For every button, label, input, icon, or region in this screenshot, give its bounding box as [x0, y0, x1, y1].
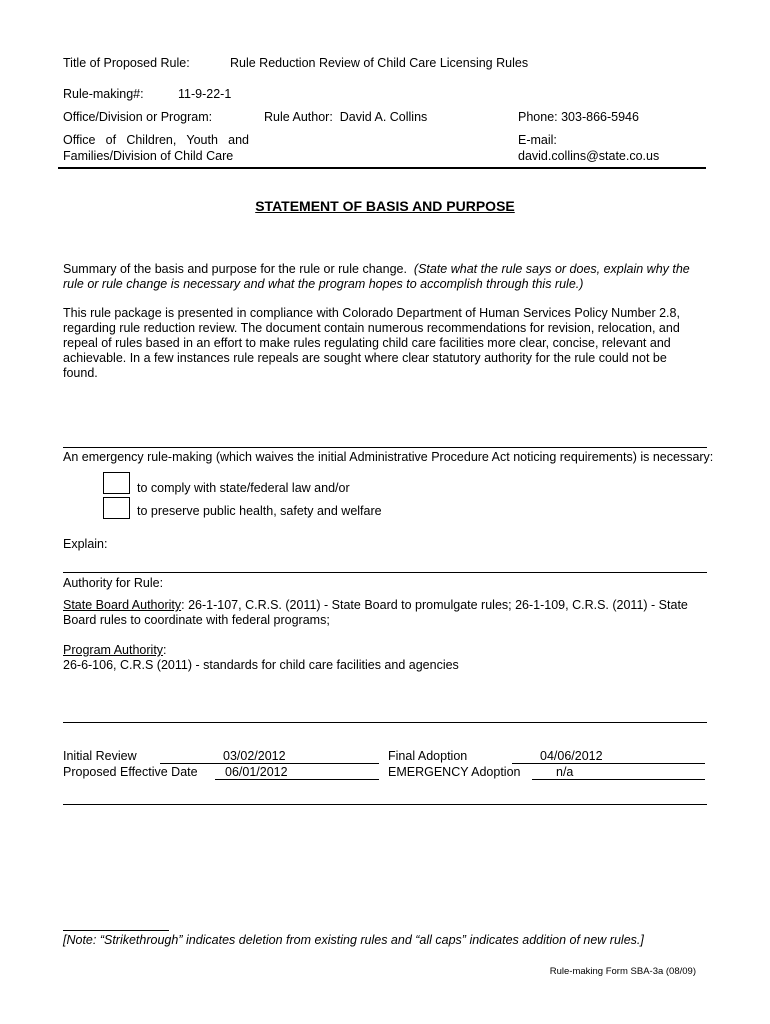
program-authority-label: Program Authority — [63, 643, 164, 657]
title-value: Rule Reduction Review of Child Care Licensing Rules — [230, 56, 529, 70]
email-block — [518, 132, 659, 164]
email-label: E-mail: — [518, 133, 557, 147]
emergency-adoption-line — [532, 779, 705, 780]
state-board-authority — [63, 598, 705, 628]
final-adoption-label: Final Adoption — [388, 749, 468, 763]
phone-label: Phone: — [518, 110, 558, 124]
footnote-note: [Note: “Strikethrough” indicates deletion from existing rules and “all caps” indicates addition of new rules.] — [63, 933, 644, 947]
emergency-adoption-label: EMERGENCY Adoption — [388, 765, 521, 779]
statement-divider — [63, 447, 707, 448]
comply-law-label: to comply with state/federal law and/or — [137, 481, 350, 495]
author-block — [264, 110, 427, 124]
email-value[interactable]: david.collins@state.co.us — [518, 149, 660, 163]
dates-divider — [63, 804, 707, 805]
final-adoption-line — [512, 763, 705, 764]
phone-value: 303-866-5946 — [561, 110, 639, 124]
authority-heading: Authority for Rule: — [63, 576, 164, 590]
office-value-line1: Office of Children, Youth and — [63, 133, 249, 147]
rulemaking-value: 11-9-22-1 — [178, 87, 232, 101]
footnote-separator — [63, 930, 169, 931]
emergency-adoption-value: n/a — [556, 765, 574, 779]
office-value-line2: Families/Division of Child Care — [63, 149, 234, 163]
office-value — [63, 132, 249, 164]
author-value: David A. Collins — [339, 110, 428, 124]
statement-heading: STATEMENT OF BASIS AND PURPOSE — [255, 198, 515, 214]
explain-label: Explain: — [63, 537, 108, 551]
state-board-label: State Board Authority — [63, 598, 182, 612]
summary-instruction: (State what the rule says or does, explain why the rule or rule change is necessary and what the program hopes to accomplish through this rule.) — [63, 262, 690, 291]
preserve-health-checkbox[interactable] — [103, 497, 130, 519]
form-id: Rule-making Form SBA-3a (08/09) — [549, 966, 696, 977]
state-board-text: : 26-1-107, C.R.S. (2011) - State Board to promulgate rules; 26-1-109, C.R.S. (2011) - State Board rules to coordinate with federal programs; — [63, 598, 688, 627]
proposed-effective-value: 06/01/2012 — [225, 765, 288, 779]
office-label: Office/Division or Program: — [63, 110, 213, 124]
authority-divider — [63, 722, 707, 723]
summary-paragraph — [63, 262, 708, 292]
header-divider — [58, 167, 706, 169]
program-authority-colon: : — [163, 643, 167, 657]
comply-law-checkbox[interactable] — [103, 472, 130, 494]
preserve-health-label: to preserve public health, safety and welfare — [137, 504, 382, 518]
proposed-effective-label: Proposed Effective Date — [63, 765, 198, 779]
initial-review-line — [160, 763, 379, 764]
emergency-question: An emergency rule-making (which waives the initial Administrative Procedure Act noticing requirements) is necessary: — [63, 450, 714, 464]
program-authority-text: 26-6-106, C.R.S (2011) - standards for child care facilities and agencies — [63, 658, 459, 672]
title-label: Title of Proposed Rule: — [63, 56, 190, 70]
final-adoption-value: 04/06/2012 — [540, 749, 603, 763]
summary-prefix: Summary of the basis and purpose for the rule or rule change. — [63, 262, 407, 276]
initial-review-value: 03/02/2012 — [223, 749, 286, 763]
initial-review-label: Initial Review — [63, 749, 137, 763]
rulemaking-label: Rule-making#: — [63, 87, 144, 101]
program-authority-heading — [63, 643, 167, 657]
phone-block — [518, 110, 639, 124]
statement-body: This rule package is presented in compliance with Colorado Department of Human Services Policy Number 2.8, regarding rule reduction review. The document contain numerous recommendations for revision, relocation, and repeal of rules based in an effort to make rules regulating child care facilities more clear, concise, relevant and achievable. In a few instances rule repeals are sought where clear statutory authority for the rule could not be found. — [63, 306, 680, 380]
emergency-divider — [63, 572, 707, 573]
author-label: Rule Author: — [264, 110, 333, 124]
proposed-effective-line — [215, 779, 379, 780]
